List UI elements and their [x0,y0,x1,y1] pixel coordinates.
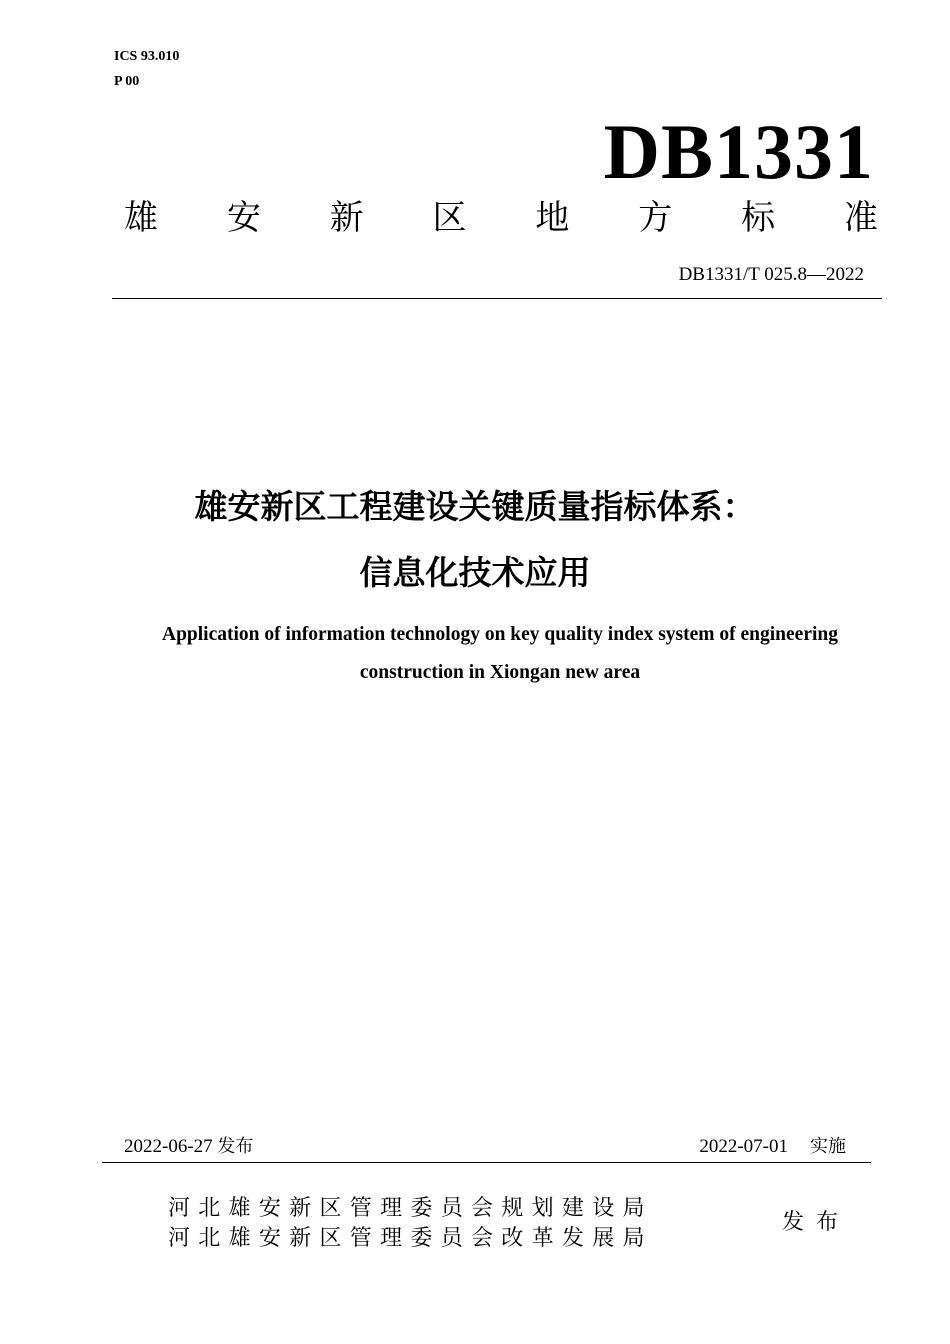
standard-type-char: 新 [329,198,364,238]
standard-type-char: 区 [432,198,467,238]
implement-date-block [699,1134,846,1160]
standard-type-char: 雄 [124,198,158,238]
standard-type-char: 地 [535,198,570,238]
issue-date-block [124,1134,253,1160]
standard-type-char: 标 [741,198,776,238]
issuer-line-2: 河北雄安新区管理委员会改革发展局 [168,1226,653,1251]
implement-date: 2022-07-01 [699,1136,788,1157]
standard-number: DB1331/T 025.8—2022 [678,264,864,285]
standard-type-heading [124,196,878,240]
implement-label: 实施 [810,1136,846,1157]
title-english-line-2: construction in Xiongan new area [359,662,641,683]
publish-label: 发布 [782,1210,851,1235]
footer-divider [102,1162,871,1163]
title-chinese-line-2: 信息化技术应用 [359,553,591,592]
header-divider [112,298,882,299]
standard-type-char: 准 [843,198,878,238]
classification-code: P 00 [114,74,140,89]
db-code-large: DB1331 [603,108,874,195]
issue-date: 2022-06-27 [124,1136,213,1157]
standard-type-char: 安 [226,198,261,238]
title-chinese-line-1: 雄安新区工程建设关键质量指标体系： [194,487,756,526]
ics-code: ICS 93.010 [114,49,180,64]
issuer-line-1: 河北雄安新区管理委员会规划建设局 [168,1196,653,1221]
standard-type-char: 方 [638,198,673,238]
issue-label: 发布 [217,1136,254,1157]
title-english-line-1: Application of information technology on key quality index system of engineering [161,624,839,645]
